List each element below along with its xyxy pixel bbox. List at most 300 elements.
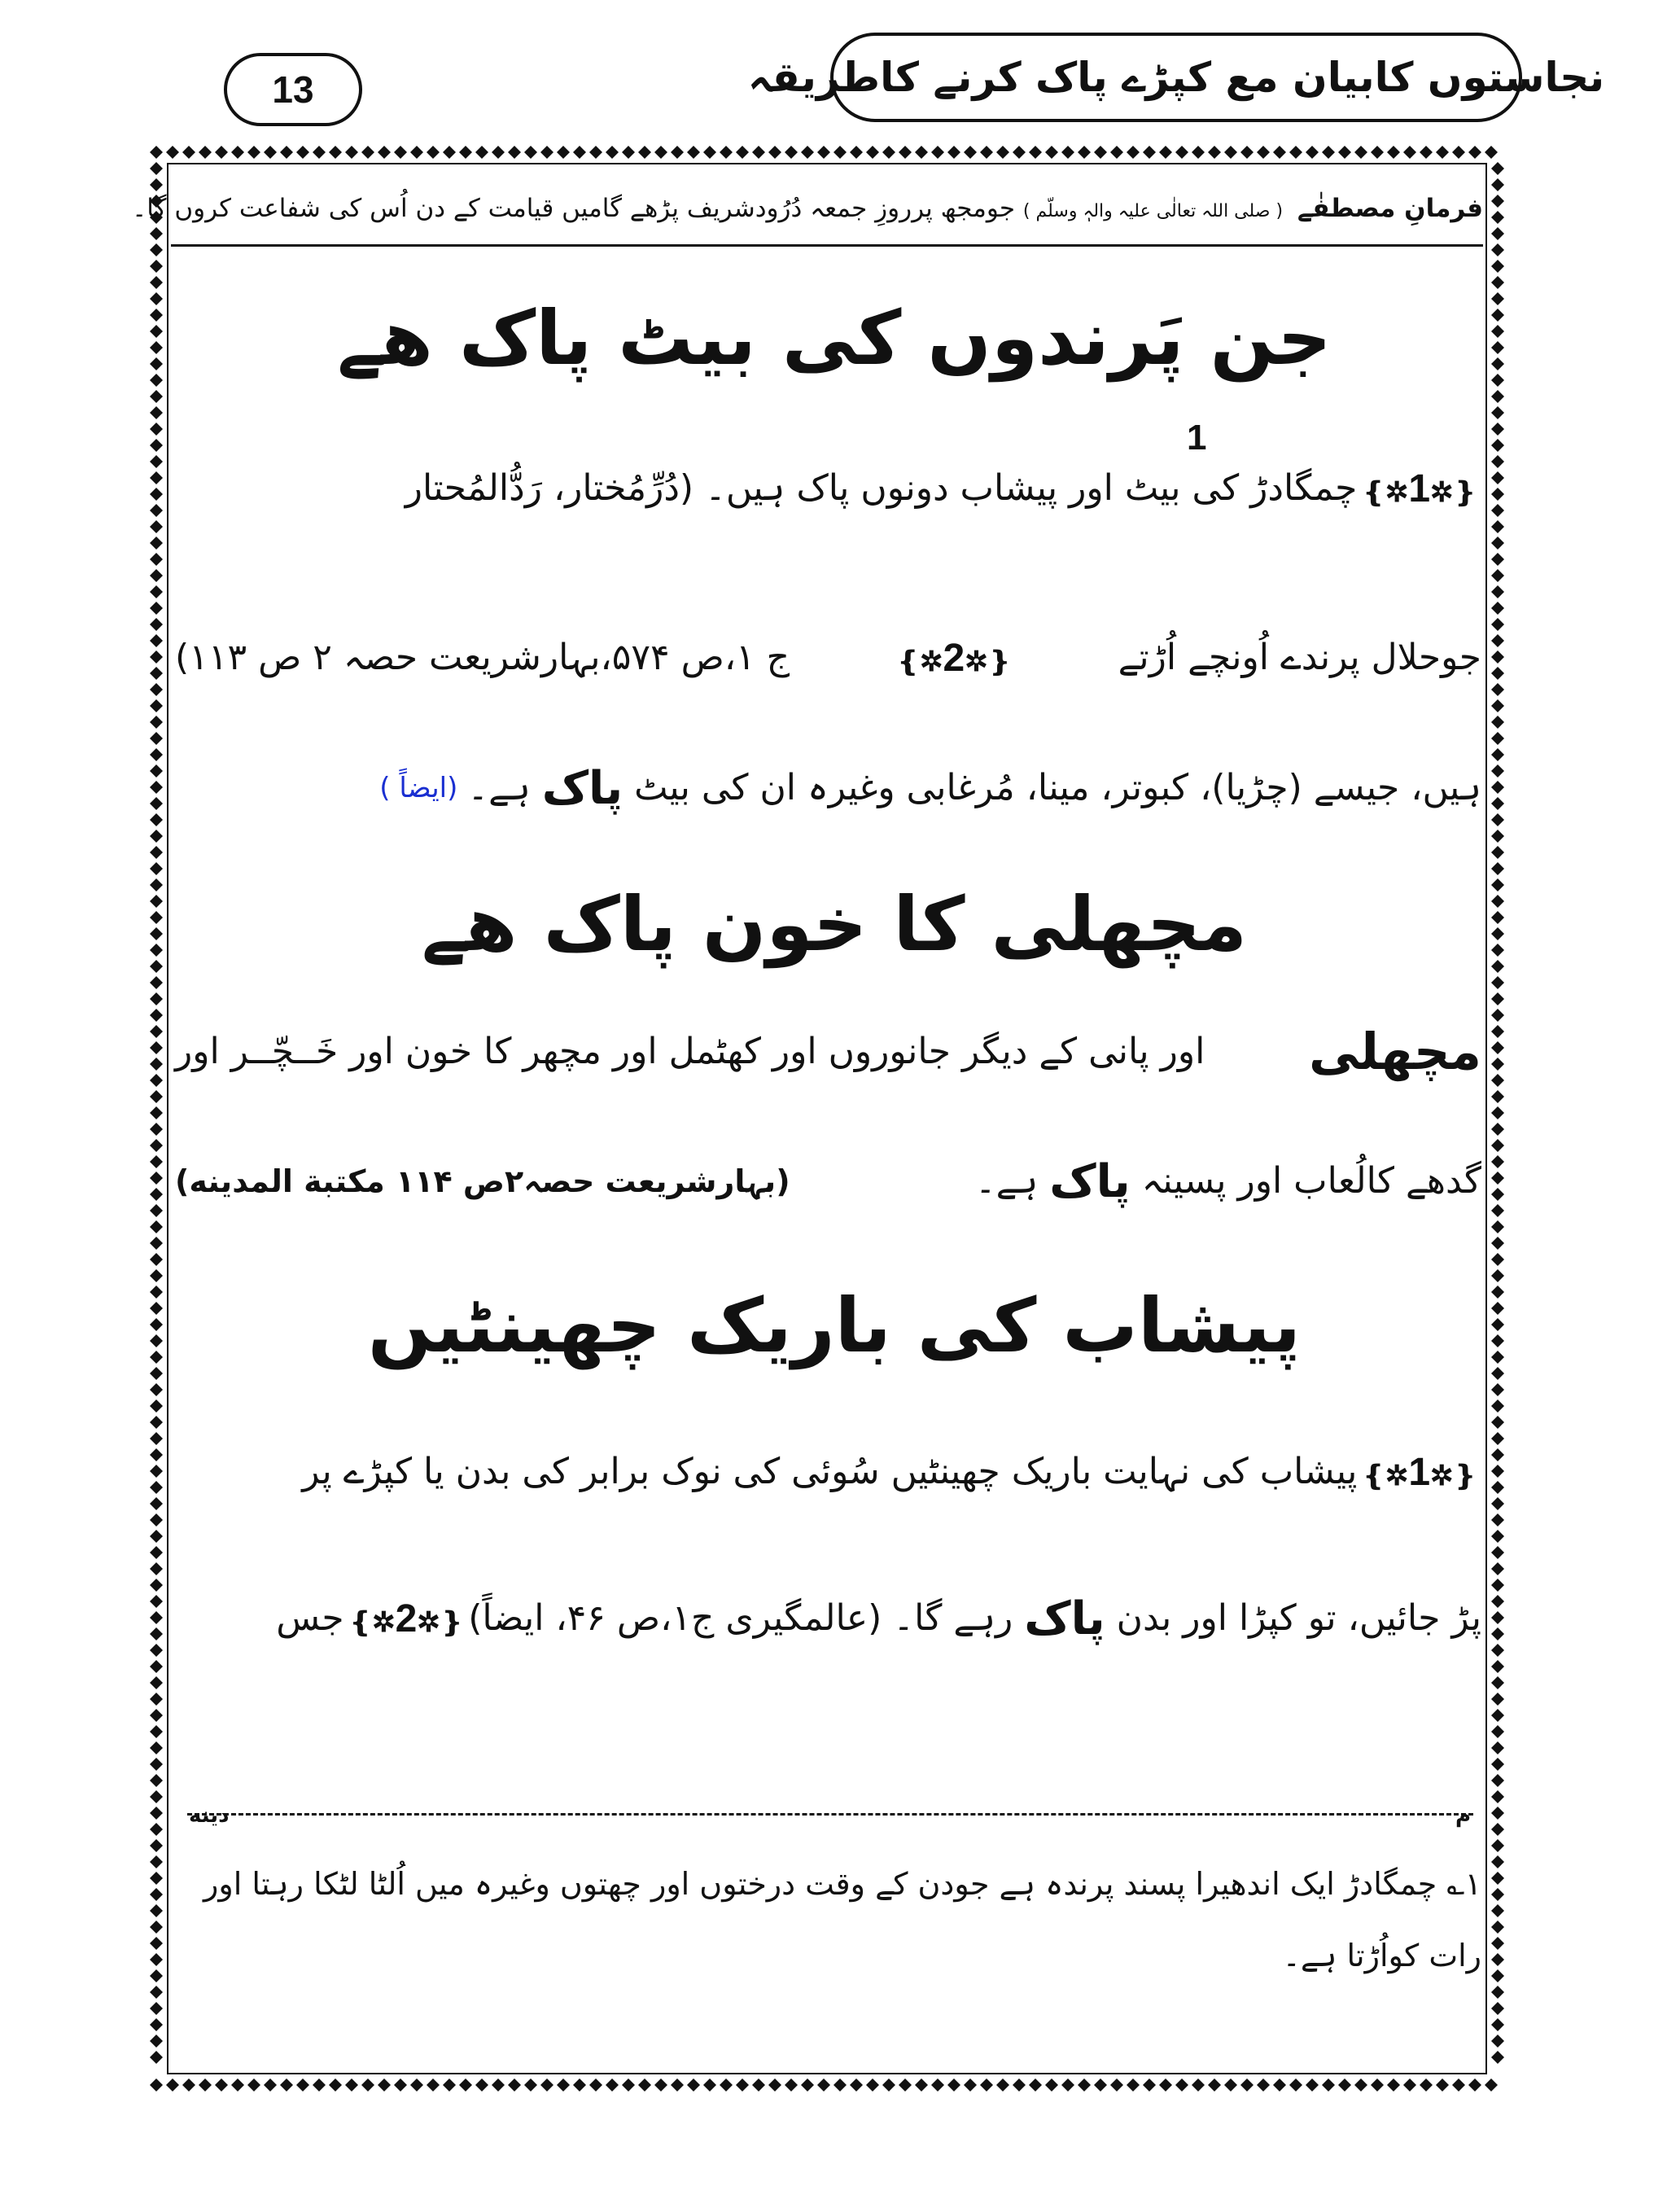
border-diamond bbox=[899, 2078, 912, 2092]
border-diamond bbox=[150, 455, 163, 468]
border-diamond bbox=[150, 1188, 163, 1201]
border-diamond bbox=[1175, 2078, 1188, 2092]
border-diamond bbox=[1491, 1448, 1504, 1461]
border-diamond bbox=[150, 1774, 163, 1787]
border-diamond bbox=[736, 2078, 749, 2092]
border-diamond bbox=[899, 146, 912, 159]
border-diamond bbox=[150, 699, 163, 712]
border-diamond bbox=[720, 146, 733, 159]
border-diamond bbox=[1175, 146, 1188, 159]
border-diamond bbox=[394, 146, 407, 159]
border-diamond bbox=[150, 618, 163, 631]
border-diamond bbox=[1491, 195, 1504, 208]
border-diamond bbox=[622, 146, 635, 159]
border-diamond bbox=[150, 2035, 163, 2048]
border-diamond bbox=[1491, 243, 1504, 256]
border-diamond bbox=[1491, 927, 1504, 940]
border-diamond bbox=[1491, 1676, 1504, 1689]
border-diamond bbox=[345, 146, 358, 159]
border-diamond bbox=[1436, 146, 1449, 159]
border-diamond bbox=[1491, 1497, 1504, 1510]
border-diamond bbox=[1061, 2078, 1074, 2092]
border-diamond bbox=[1387, 2078, 1400, 2092]
border-diamond bbox=[150, 146, 163, 159]
border-diamond bbox=[1208, 146, 1221, 159]
border-diamond bbox=[150, 1644, 163, 1657]
border-diamond bbox=[247, 146, 260, 159]
border-diamond bbox=[345, 2078, 358, 2092]
border-diamond bbox=[150, 1041, 163, 1054]
item-number-badge: ❴✲1✲❵ bbox=[1362, 467, 1477, 510]
footnote-rule-label-right: م bbox=[1455, 1803, 1472, 1828]
border-diamond bbox=[638, 2078, 651, 2092]
border-diamond bbox=[720, 2078, 733, 2092]
section-heading-fish-blood: مچھلی کا خون پاک ھے bbox=[421, 881, 1248, 968]
border-diamond bbox=[150, 1058, 163, 1071]
border-diamond bbox=[947, 146, 960, 159]
border-diamond bbox=[150, 1513, 163, 1526]
border-diamond bbox=[329, 146, 342, 159]
border-diamond bbox=[150, 1465, 163, 1478]
border-diamond bbox=[1491, 1399, 1504, 1413]
border-diamond bbox=[1491, 1839, 1504, 1852]
border-diamond bbox=[508, 146, 521, 159]
border-diamond bbox=[1491, 781, 1504, 794]
border-inner-rule bbox=[168, 164, 1486, 2074]
border-diamond bbox=[1491, 976, 1504, 989]
border-diamond bbox=[1322, 146, 1335, 159]
border-diamond bbox=[1491, 2002, 1504, 2015]
border-diamond bbox=[150, 1823, 163, 1836]
footnote-text: رات کواُڑتا ہے۔ bbox=[1282, 1938, 1481, 1973]
border-diamond bbox=[1491, 1155, 1504, 1168]
border-diamond bbox=[150, 1367, 163, 1380]
border-diamond bbox=[1491, 1286, 1504, 1299]
border-diamond bbox=[150, 1237, 163, 1250]
border-diamond bbox=[150, 406, 163, 419]
border-diamond bbox=[1491, 211, 1504, 224]
border-diamond bbox=[540, 146, 553, 159]
border-diamond bbox=[150, 1888, 163, 1901]
border-diamond bbox=[150, 1676, 163, 1689]
border-diamond bbox=[1491, 1009, 1504, 1022]
border-diamond bbox=[1491, 504, 1504, 517]
border-diamond bbox=[1491, 830, 1504, 843]
emphasis-text: پاک bbox=[541, 762, 623, 815]
border-diamond bbox=[150, 1546, 163, 1559]
border-diamond bbox=[182, 2078, 195, 2092]
border-diamond bbox=[150, 488, 163, 501]
border-diamond bbox=[443, 2078, 456, 2092]
border-diamond bbox=[1491, 276, 1504, 289]
border-diamond bbox=[1491, 1383, 1504, 1396]
border-diamond bbox=[1491, 846, 1504, 859]
border-diamond bbox=[1224, 146, 1237, 159]
border-diamond bbox=[150, 537, 163, 550]
border-diamond bbox=[150, 1579, 163, 1592]
border-diamond bbox=[1491, 911, 1504, 924]
citation: (بہارشریعت حصہ۲ص ۱۱۴ مکتبة المدینه) bbox=[175, 1163, 790, 1199]
border-diamond bbox=[1491, 1872, 1504, 1885]
border-diamond bbox=[915, 146, 928, 159]
border-diamond bbox=[1338, 146, 1351, 159]
border-diamond bbox=[1452, 146, 1465, 159]
border-diamond bbox=[557, 2078, 570, 2092]
border-diamond bbox=[150, 1693, 163, 1706]
border-diamond bbox=[1306, 146, 1319, 159]
border-diamond bbox=[1491, 618, 1504, 631]
border-diamond bbox=[1143, 146, 1156, 159]
book-title: نجاستوں کابیان مع کپڑے پاک کرنے کاطریقہ bbox=[830, 33, 1522, 122]
border-diamond bbox=[150, 1204, 163, 1217]
border-diamond bbox=[1289, 146, 1302, 159]
border-diamond bbox=[150, 830, 163, 843]
border-diamond bbox=[150, 1660, 163, 1673]
hadith-salutation: ( صلی اللہ تعالٰی علیہ والہٖ وسلّم ) bbox=[1022, 201, 1284, 221]
border-diamond bbox=[589, 2078, 602, 2092]
border-diamond bbox=[150, 813, 163, 826]
border-diamond bbox=[1491, 992, 1504, 1005]
border-diamond bbox=[1491, 1318, 1504, 1331]
border-diamond bbox=[1143, 2078, 1156, 2092]
border-diamond bbox=[150, 1562, 163, 1575]
border-diamond bbox=[1491, 1921, 1504, 1934]
border-diamond bbox=[1371, 2078, 1384, 2092]
border-diamond bbox=[1491, 1530, 1504, 1543]
border-diamond bbox=[1491, 1334, 1504, 1347]
border-diamond bbox=[1491, 1986, 1504, 1999]
border-diamond bbox=[606, 2078, 619, 2092]
body-line bbox=[175, 635, 1481, 682]
border-diamond bbox=[785, 146, 798, 159]
border-diamond bbox=[1491, 162, 1504, 175]
border-diamond bbox=[1491, 1432, 1504, 1445]
ornament-icon: ❴✲ bbox=[1430, 1461, 1477, 1491]
border-diamond bbox=[671, 146, 684, 159]
border-diamond bbox=[1029, 146, 1042, 159]
border-diamond bbox=[915, 2078, 928, 2092]
border-diamond bbox=[606, 146, 619, 159]
border-diamond bbox=[1452, 2078, 1465, 2092]
border-diamond bbox=[752, 146, 765, 159]
border-diamond bbox=[736, 146, 749, 159]
border-diamond bbox=[150, 1025, 163, 1038]
border-diamond bbox=[801, 2078, 814, 2092]
border-diamond bbox=[540, 2078, 553, 2092]
border-diamond bbox=[1485, 146, 1498, 159]
border-diamond bbox=[459, 146, 472, 159]
border-diamond bbox=[264, 146, 277, 159]
border-diamond bbox=[150, 504, 163, 517]
border-diamond bbox=[850, 146, 863, 159]
border-diamond bbox=[150, 1318, 163, 1331]
border-diamond bbox=[150, 846, 163, 859]
border-diamond bbox=[524, 2078, 537, 2092]
border-diamond bbox=[1045, 146, 1058, 159]
border-diamond bbox=[1491, 1579, 1504, 1592]
border-diamond bbox=[150, 1595, 163, 1608]
body-text: ہیں، جیسے (چڑیا)، کبوتر، مینا، مُرغابی وغیرہ ان کی بیٹ bbox=[634, 767, 1481, 809]
border-diamond bbox=[1491, 553, 1504, 566]
border-diamond bbox=[150, 1709, 163, 1722]
border-diamond bbox=[150, 960, 163, 973]
border-diamond bbox=[1387, 146, 1400, 159]
border-diamond bbox=[1491, 1172, 1504, 1185]
border-diamond bbox=[150, 1872, 163, 1885]
border-diamond bbox=[150, 1139, 163, 1152]
border-diamond bbox=[1491, 537, 1504, 550]
border-diamond bbox=[573, 146, 586, 159]
border-diamond bbox=[654, 146, 667, 159]
border-diamond bbox=[882, 2078, 895, 2092]
border-diamond bbox=[1322, 2078, 1335, 2092]
border-diamond bbox=[150, 683, 163, 696]
ornament-icon: ❴✲ bbox=[965, 646, 1012, 677]
border-diamond bbox=[150, 667, 163, 680]
border-diamond bbox=[1491, 650, 1504, 664]
item-number-badge: ❴✲2✲❵ bbox=[896, 637, 1012, 680]
item-number-badge: ❴✲1✲❵ bbox=[1362, 1451, 1477, 1494]
body-line bbox=[175, 1154, 1481, 1209]
border-diamond bbox=[150, 1383, 163, 1396]
border-diamond bbox=[1491, 1562, 1504, 1575]
border-diamond bbox=[1491, 569, 1504, 582]
border-diamond bbox=[524, 146, 537, 159]
border-diamond bbox=[150, 1758, 163, 1771]
border-diamond bbox=[980, 146, 993, 159]
border-diamond bbox=[1491, 1220, 1504, 1233]
border-diamond bbox=[703, 2078, 716, 2092]
border-diamond bbox=[1094, 2078, 1107, 2092]
border-diamond bbox=[150, 2078, 163, 2092]
border-diamond bbox=[150, 895, 163, 908]
border-diamond bbox=[150, 357, 163, 370]
border-diamond bbox=[1491, 1611, 1504, 1624]
border-diamond bbox=[1491, 1074, 1504, 1087]
border-diamond bbox=[1491, 2051, 1504, 2064]
border-diamond bbox=[817, 146, 830, 159]
emphasis-text: پاک bbox=[1049, 1155, 1131, 1208]
border-diamond bbox=[280, 146, 293, 159]
border-diamond bbox=[1013, 2078, 1026, 2092]
border-diamond bbox=[1491, 862, 1504, 875]
border-diamond bbox=[1491, 1660, 1504, 1673]
border-diamond bbox=[1491, 325, 1504, 338]
border-diamond bbox=[1078, 2078, 1091, 2092]
border-diamond bbox=[1354, 2078, 1367, 2092]
border-diamond bbox=[768, 2078, 781, 2092]
border-diamond bbox=[834, 146, 847, 159]
border-diamond bbox=[150, 1627, 163, 1640]
border-diamond bbox=[1491, 634, 1504, 647]
border-diamond bbox=[150, 1481, 163, 1494]
border-diamond bbox=[1491, 716, 1504, 729]
border-diamond bbox=[1013, 146, 1026, 159]
border-diamond bbox=[1289, 2078, 1302, 2092]
body-text: گدھے کالُعاب اور پسینہ bbox=[1141, 1160, 1481, 1202]
border-diamond bbox=[215, 146, 228, 159]
citation: (ایضاً ) bbox=[379, 772, 458, 805]
border-diamond bbox=[1491, 699, 1504, 712]
border-diamond bbox=[296, 2078, 309, 2092]
border-diamond bbox=[199, 2078, 212, 2092]
ornament-icon: ❴✲ bbox=[417, 1606, 464, 1638]
border-diamond bbox=[150, 569, 163, 582]
border-diamond bbox=[150, 1741, 163, 1754]
border-diamond bbox=[150, 1155, 163, 1168]
border-diamond bbox=[150, 911, 163, 924]
ornament-icon: ❴✲ bbox=[1430, 477, 1477, 508]
border-diamond bbox=[492, 2078, 505, 2092]
border-diamond bbox=[1491, 1058, 1504, 1071]
border-diamond bbox=[150, 2018, 163, 2031]
border-diamond bbox=[1224, 2078, 1237, 2092]
border-diamond bbox=[150, 992, 163, 1005]
border-diamond bbox=[1468, 2078, 1481, 2092]
border-diamond bbox=[150, 1807, 163, 1820]
border-diamond bbox=[1045, 2078, 1058, 2092]
border-diamond bbox=[150, 1790, 163, 1803]
footnote-divider bbox=[187, 1813, 1473, 1816]
border-diamond bbox=[996, 146, 1009, 159]
border-diamond bbox=[1491, 1302, 1504, 1315]
border-diamond bbox=[1491, 2035, 1504, 2048]
border-diamond bbox=[313, 146, 326, 159]
border-diamond bbox=[150, 553, 163, 566]
border-diamond bbox=[150, 178, 163, 191]
border-diamond bbox=[882, 146, 895, 159]
border-diamond bbox=[150, 1334, 163, 1347]
border-diamond bbox=[703, 146, 716, 159]
hadith-text: جومجھ پرروزِ جمعہ دُرُودشریف پڑھے گامیں قیامت کے دن اُس کی شفاعت کروں گا۔ bbox=[132, 194, 1016, 223]
border-diamond bbox=[654, 2078, 667, 2092]
border-diamond bbox=[378, 146, 391, 159]
border-diamond bbox=[1306, 2078, 1319, 2092]
border-diamond bbox=[150, 1302, 163, 1315]
border-diamond bbox=[1491, 1953, 1504, 1966]
border-diamond bbox=[150, 1416, 163, 1429]
border-diamond bbox=[1491, 667, 1504, 680]
border-diamond bbox=[150, 650, 163, 664]
border-diamond bbox=[150, 862, 163, 875]
border-diamond bbox=[964, 146, 977, 159]
body-line bbox=[175, 1022, 1481, 1082]
border-diamond bbox=[1491, 1904, 1504, 1917]
border-diamond bbox=[1491, 1888, 1504, 1901]
border-diamond bbox=[150, 1123, 163, 1136]
border-diamond bbox=[1491, 1937, 1504, 1950]
border-diamond bbox=[1491, 1025, 1504, 1038]
border-diamond bbox=[150, 260, 163, 273]
body-line bbox=[175, 761, 1481, 816]
item-number-badge: ❴✲2✲❵ bbox=[348, 1597, 464, 1640]
border-diamond bbox=[459, 2078, 472, 2092]
border-diamond bbox=[443, 146, 456, 159]
border-diamond bbox=[931, 146, 944, 159]
border-diamond bbox=[947, 2078, 960, 2092]
border-diamond bbox=[1491, 406, 1504, 419]
border-diamond bbox=[1491, 439, 1504, 452]
border-diamond bbox=[199, 146, 212, 159]
border-diamond bbox=[492, 146, 505, 159]
border-diamond bbox=[1491, 423, 1504, 436]
border-diamond bbox=[1192, 146, 1205, 159]
border-diamond bbox=[1491, 895, 1504, 908]
border-diamond bbox=[150, 1530, 163, 1543]
border-diamond bbox=[1491, 1237, 1504, 1250]
border-diamond bbox=[150, 423, 163, 436]
border-diamond bbox=[1491, 1627, 1504, 1640]
border-diamond bbox=[231, 146, 244, 159]
border-diamond bbox=[1491, 1253, 1504, 1266]
body-line bbox=[175, 1449, 1481, 1496]
border-diamond bbox=[980, 2078, 993, 2092]
border-diamond bbox=[1491, 520, 1504, 533]
reference-text: ج ۱،ص ۵۷۴،بہارشریعت حصہ ۲ ص ۱۱۳) bbox=[175, 637, 790, 679]
border-diamond bbox=[150, 1074, 163, 1087]
border-diamond bbox=[1491, 1123, 1504, 1136]
border-diamond bbox=[1491, 878, 1504, 891]
border-diamond bbox=[1491, 1741, 1504, 1754]
body-text: ہے۔ bbox=[974, 1160, 1039, 1202]
border-diamond bbox=[247, 2078, 260, 2092]
border-diamond bbox=[1273, 2078, 1286, 2092]
border-diamond bbox=[410, 2078, 423, 2092]
border-diamond bbox=[1491, 602, 1504, 615]
border-diamond bbox=[1420, 146, 1433, 159]
border-diamond bbox=[150, 439, 163, 452]
border-diamond bbox=[231, 2078, 244, 2092]
border-diamond bbox=[150, 1725, 163, 1738]
border-diamond bbox=[1491, 1546, 1504, 1559]
border-diamond bbox=[150, 878, 163, 891]
border-diamond bbox=[1127, 146, 1140, 159]
border-diamond bbox=[1354, 146, 1367, 159]
border-diamond bbox=[850, 2078, 863, 2092]
border-diamond bbox=[150, 634, 163, 647]
border-diamond bbox=[1491, 1188, 1504, 1201]
border-diamond bbox=[1491, 2018, 1504, 2031]
border-diamond bbox=[1491, 944, 1504, 957]
body-text: جس bbox=[276, 1597, 344, 1640]
border-diamond bbox=[1491, 471, 1504, 484]
border-diamond bbox=[150, 1253, 163, 1266]
border-diamond bbox=[801, 146, 814, 159]
border-diamond bbox=[1110, 2078, 1123, 2092]
border-diamond bbox=[280, 2078, 293, 2092]
border-diamond bbox=[1491, 1855, 1504, 1868]
border-diamond bbox=[150, 309, 163, 322]
border-diamond bbox=[150, 1090, 163, 1103]
border-diamond bbox=[150, 325, 163, 338]
border-diamond bbox=[1436, 2078, 1449, 2092]
border-diamond bbox=[671, 2078, 684, 2092]
border-diamond bbox=[150, 1399, 163, 1413]
border-diamond bbox=[1491, 1465, 1504, 1478]
border-diamond bbox=[1192, 2078, 1205, 2092]
border-diamond bbox=[508, 2078, 521, 2092]
border-diamond bbox=[1491, 178, 1504, 191]
border-diamond bbox=[475, 2078, 488, 2092]
border-diamond bbox=[329, 2078, 342, 2092]
border-diamond bbox=[150, 2051, 163, 2064]
border-diamond bbox=[361, 2078, 374, 2092]
border-diamond bbox=[378, 2078, 391, 2092]
border-diamond bbox=[622, 2078, 635, 2092]
border-diamond bbox=[1491, 1090, 1504, 1103]
border-diamond bbox=[150, 1839, 163, 1852]
border-diamond bbox=[361, 146, 374, 159]
